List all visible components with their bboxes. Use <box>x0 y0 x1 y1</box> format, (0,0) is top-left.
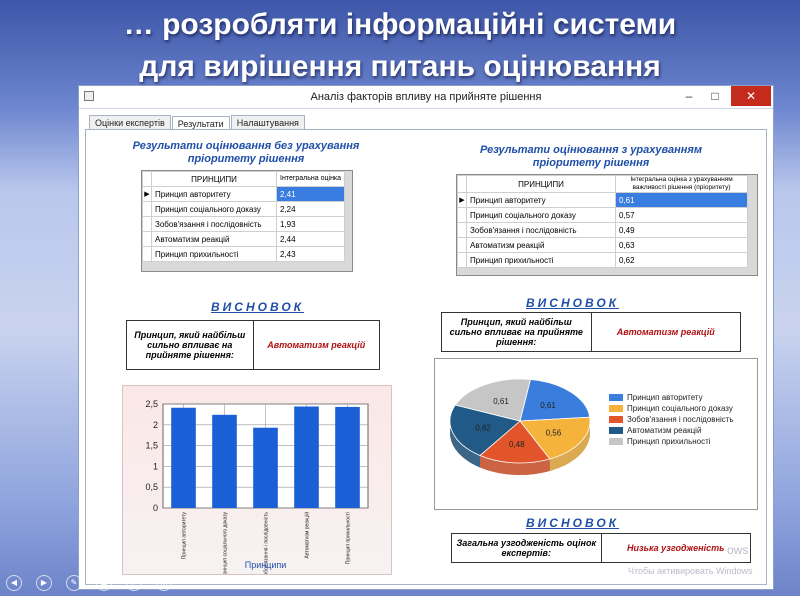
maximize-button[interactable] <box>701 86 729 106</box>
minimize-icon: – <box>685 89 693 103</box>
tab-strip <box>89 112 306 130</box>
grid-cell-principle[interactable]: Принцип соціального доказу <box>152 202 277 217</box>
grid-cell-principle[interactable]: Автоматизм реакцій <box>467 238 616 253</box>
y-tick-label: 1,5 <box>145 440 158 451</box>
bar <box>212 415 237 508</box>
y-tick-label: 2 <box>152 419 158 430</box>
left-heading: Результати оцінювання без урахування пріоритету рішення <box>132 140 360 165</box>
close-icon: ✕ <box>745 89 757 103</box>
table-row[interactable] <box>143 202 345 217</box>
x-tick-label: Принцип соціального доказу <box>222 512 229 574</box>
x-tick-label: Зобов'язання і послідовність <box>263 512 270 574</box>
slide-title-line2: для вирішення питань оцінювання <box>139 50 661 83</box>
pie-value-label: 0,62 <box>475 423 491 433</box>
prev-icon[interactable]: ◀ <box>6 575 22 591</box>
grid-header-value[interactable]: Інтегральна оцінка з урахуванням важливості рішення (пріоритету) <box>616 176 748 193</box>
row-header <box>143 232 152 247</box>
legend-item <box>609 392 734 403</box>
x-tick-label: Автоматизм реакцій <box>304 512 311 559</box>
left-results-grid[interactable] <box>141 170 353 272</box>
grid-cell-value[interactable]: 2,24 <box>277 202 345 217</box>
pie-legend <box>609 392 734 447</box>
legend-item <box>609 414 734 425</box>
legend-label: Принцип авторитету <box>627 393 703 402</box>
conclusion-question: Принцип, який найбільш сильно впливає на прийняте рішення: <box>127 321 254 370</box>
right-conclusion2-title: ВИСНОВОК <box>526 516 620 530</box>
legend-label: Принцип соціального доказу <box>627 404 733 413</box>
next-icon[interactable]: ▶ <box>36 575 52 591</box>
y-tick-label: 1 <box>152 461 158 472</box>
pie-value-label: 0,56 <box>545 428 562 438</box>
grid-cell-value[interactable]: 0,49 <box>616 223 748 238</box>
left-conclusion-table <box>126 320 380 370</box>
zoom-icon[interactable]: ⌕ <box>126 575 142 591</box>
activation-watermark-line1: ows <box>727 543 749 557</box>
grid-cell-principle[interactable]: Принцип авторитету <box>467 193 616 208</box>
legend-swatch <box>609 405 623 412</box>
bar <box>253 428 278 508</box>
row-header <box>143 247 152 262</box>
legend-item <box>609 403 734 414</box>
right-conclusion-title: ВИСНОВОК <box>526 296 620 310</box>
grid-header-principle[interactable]: ПРИНЦИПИ <box>467 176 616 193</box>
pen-icon[interactable]: ✎ <box>66 575 82 591</box>
left-conclusion-title: ВИСНОВОК <box>211 300 305 314</box>
grid-cell-value[interactable]: 0,63 <box>616 238 748 253</box>
table-row[interactable] <box>143 247 345 262</box>
grid-cell-value[interactable]: 2,43 <box>277 247 345 262</box>
pie-value-label: 0,61 <box>493 396 509 406</box>
conclusion-answer: Автоматизм реакцій <box>253 321 380 370</box>
legend-swatch <box>609 438 623 445</box>
bar <box>171 408 196 508</box>
row-header <box>458 238 467 253</box>
table-row[interactable] <box>143 217 345 232</box>
tab-results[interactable]: Результати <box>172 116 230 131</box>
grid-cell-value[interactable]: 0,62 <box>616 253 748 268</box>
grid-cell-principle[interactable]: Принцип авторитету <box>152 187 277 202</box>
y-tick-label: 0,5 <box>145 482 158 493</box>
grid-cell-principle[interactable]: Автоматизм реакцій <box>152 232 277 247</box>
slides-icon[interactable]: ▦ <box>96 575 112 591</box>
grid-cell-value[interactable]: 1,93 <box>277 217 345 232</box>
grid-cell-value[interactable]: 0,61 <box>616 193 748 208</box>
results-panel <box>85 129 767 585</box>
table-row[interactable] <box>458 208 748 223</box>
tab-expert-ratings[interactable]: Оцінки експертів <box>89 115 171 130</box>
table-row[interactable] <box>458 238 748 253</box>
bar-chart <box>123 386 391 574</box>
x-axis-label: Принципи <box>244 560 287 570</box>
conclusion-question: Принцип, який найбільш сильно впливає на прийняте рішення: <box>442 313 592 352</box>
grid-header-value[interactable]: Інтегральна оцінка <box>277 172 345 187</box>
activation-watermark-line2: Чтобы активировать Windows <box>628 566 753 576</box>
grid-corner <box>458 176 467 193</box>
grid-cell-principle[interactable]: Принцип прихильності <box>152 247 277 262</box>
row-header <box>143 217 152 232</box>
y-tick-label: 0 <box>152 503 158 513</box>
pie-value-label: 0,48 <box>508 440 525 450</box>
grid-cell-principle[interactable]: Зобов'язання і послідовність <box>467 223 616 238</box>
grid-cell-value[interactable]: 0,57 <box>616 208 748 223</box>
y-tick-label: 2,5 <box>145 399 158 409</box>
row-header <box>143 202 152 217</box>
pie-value-label: 0,61 <box>540 401 556 411</box>
minimize-button[interactable] <box>675 86 703 106</box>
conclusion-question: Загальна узгодженість оцінок експертів: <box>452 534 602 563</box>
pie-chart-panel <box>434 358 758 510</box>
row-header <box>458 208 467 223</box>
legend-swatch <box>609 427 623 434</box>
right-heading: Результати оцінювання з урахуванням пріоритету рішення <box>479 144 703 169</box>
table-row[interactable] <box>143 232 345 247</box>
window-titlebar[interactable] <box>79 86 773 109</box>
grid-cell-value[interactable]: 2,41 <box>277 187 345 202</box>
tab-settings[interactable]: Налаштування <box>231 115 305 130</box>
legend-label: Зобов'язання і послідовність <box>627 415 734 424</box>
bar <box>294 406 319 508</box>
legend-swatch <box>609 416 623 423</box>
row-header <box>458 253 467 268</box>
app-window <box>78 85 774 590</box>
right-results-grid[interactable] <box>456 174 758 276</box>
bar-chart-panel <box>122 385 392 575</box>
current-row-icon: ▶ <box>458 193 467 208</box>
conclusion-answer: Низька узгодженість <box>601 534 751 563</box>
slide-title-line1: … розробляти інформаційні системи <box>123 8 677 41</box>
pie-chart <box>435 359 605 509</box>
bar <box>335 407 360 508</box>
grid-cell-principle[interactable]: Зобов'язання і послідовність <box>152 217 277 232</box>
legend-label: Принцип прихильності <box>627 437 711 446</box>
row-header <box>458 223 467 238</box>
table-row[interactable] <box>458 193 748 208</box>
legend-swatch <box>609 394 623 401</box>
presentation-controls <box>0 573 200 593</box>
legend-item <box>609 436 734 447</box>
table-row[interactable] <box>458 253 748 268</box>
x-tick-label: Принцип авторитету <box>181 512 188 560</box>
x-tick-label: Принцип прихильності <box>345 512 352 565</box>
grid-cell-value[interactable]: 2,44 <box>277 232 345 247</box>
current-row-icon: ▶ <box>143 187 152 202</box>
grid-corner <box>143 172 152 187</box>
more-icon[interactable]: … <box>156 575 172 591</box>
right-conclusion-table <box>441 312 741 352</box>
maximize-icon: □ <box>711 89 719 103</box>
table-row[interactable] <box>143 187 345 202</box>
grid-cell-principle[interactable]: Принцип соціального доказу <box>467 208 616 223</box>
legend-item <box>609 425 734 436</box>
table-row[interactable] <box>458 223 748 238</box>
conclusion-answer: Автоматизм реакцій <box>591 313 741 352</box>
agreement-conclusion-table <box>451 533 751 563</box>
legend-label: Автоматизм реакцій <box>627 426 702 435</box>
close-button[interactable] <box>731 86 771 106</box>
window-title: Аналіз факторів впливу на прийняте рішення <box>310 91 542 103</box>
grid-cell-principle[interactable]: Принцип прихильності <box>467 253 616 268</box>
grid-header-principle[interactable]: ПРИНЦИПИ <box>152 172 277 187</box>
